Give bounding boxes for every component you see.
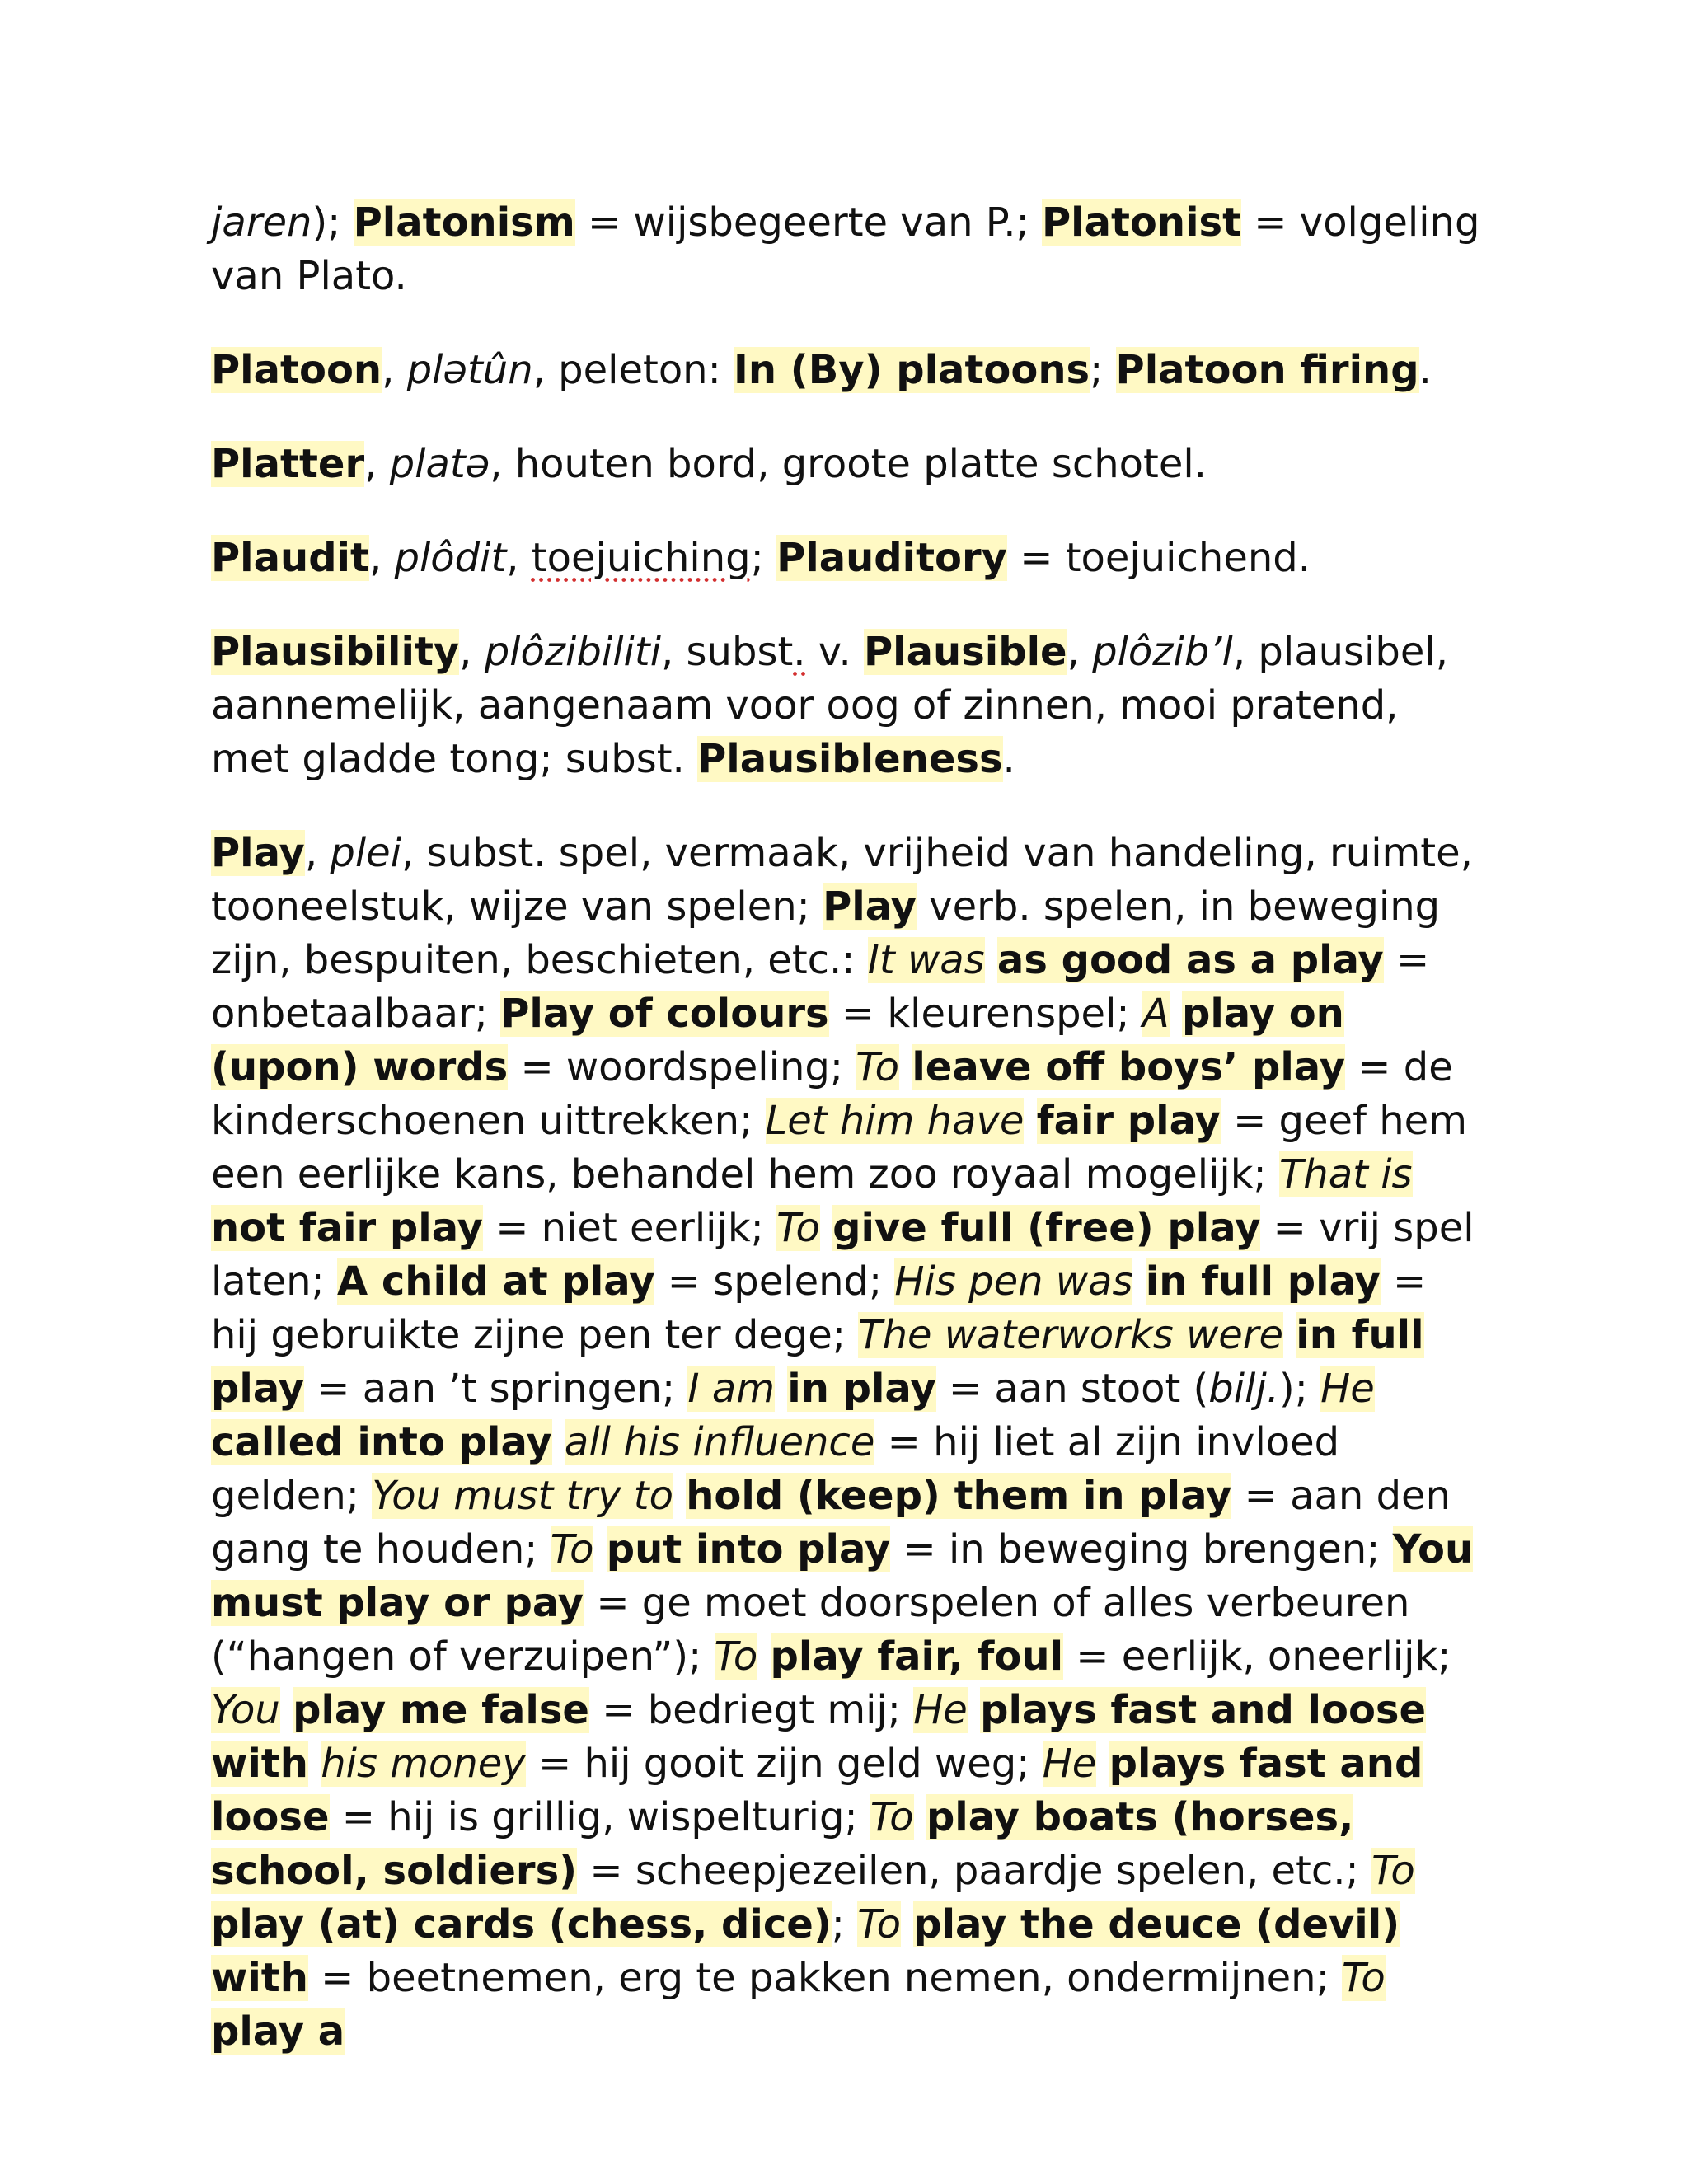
pronunciation-text: bilj. bbox=[1208, 1366, 1279, 1412]
definition-text: = hij gebruikte zijne pen ter dege; bbox=[211, 1258, 1427, 1358]
dictionary-entry-plausibility bbox=[211, 626, 1480, 786]
example-phrase-highlight: The waterworks were bbox=[858, 1312, 1284, 1358]
definition-text: = vrij spel laten; bbox=[211, 1205, 1475, 1305]
definition-text bbox=[914, 1794, 926, 1840]
definition-text: = scheepjezeilen, paardje spelen, etc.; bbox=[577, 1848, 1372, 1894]
document-page bbox=[211, 196, 1480, 2099]
headword-highlight: play the deuce (devil) with bbox=[211, 1901, 1400, 2001]
example-phrase-highlight: his money bbox=[321, 1741, 526, 1787]
spellcheck-flagged-text: . bbox=[793, 629, 806, 675]
definition-text: verb. spelen, in beweging zijn, bespuiten, beschieten, etc.: bbox=[211, 883, 1441, 983]
definition-text: , peleton: bbox=[532, 347, 734, 393]
example-phrase-highlight: To bbox=[1342, 1955, 1386, 2001]
dictionary-entry-plaudit bbox=[211, 532, 1480, 585]
example-phrase-highlight: To bbox=[1371, 1848, 1415, 1894]
headword-highlight: as good as a play bbox=[996, 937, 1384, 983]
headword-highlight: not fair play bbox=[211, 1205, 483, 1251]
definition-text: , subst. spel, vermaak, vrijheid van handeling, ruimte, tooneelstuk, wijze van spelen; bbox=[211, 830, 1473, 930]
definition-text bbox=[1096, 1741, 1109, 1787]
definition-text: = geef hem een eerlijke kans, behandel hem zoo royaal mogelijk; bbox=[211, 1098, 1467, 1197]
headword-highlight: called into play bbox=[211, 1419, 552, 1465]
headword-highlight: play on (upon) words bbox=[211, 991, 1344, 1090]
definition-text: = ge moet doorspelen of alles verbeuren (“hangen of verzuipen”); bbox=[211, 1580, 1410, 1680]
spellcheck-flagged-text: toejuiching bbox=[531, 535, 751, 581]
definition-text: = aan ’t springen; bbox=[304, 1366, 688, 1412]
headword-highlight: Play bbox=[211, 830, 305, 876]
example-phrase-highlight: His pen was bbox=[894, 1258, 1133, 1305]
definition-text: , bbox=[304, 830, 331, 876]
headword-highlight: Platoon bbox=[211, 347, 382, 393]
definition-text bbox=[985, 937, 997, 983]
definition-text: = hij is grillig, wispelturig; bbox=[329, 1794, 870, 1840]
definition-text: , bbox=[382, 347, 407, 393]
headword-highlight: Plausibleness bbox=[697, 736, 1003, 782]
definition-text: , subst bbox=[661, 629, 794, 675]
definition-text: , bbox=[364, 441, 390, 487]
definition-text: v. bbox=[805, 629, 864, 675]
definition-text: ); bbox=[312, 199, 354, 246]
headword-highlight: Platonist bbox=[1041, 199, 1242, 246]
definition-text: , bbox=[506, 535, 532, 581]
headword-highlight: play me false bbox=[293, 1687, 589, 1733]
headword-highlight: Platoon firing bbox=[1115, 347, 1419, 393]
example-phrase-highlight: That is bbox=[1278, 1151, 1413, 1197]
definition-text: ; bbox=[1090, 347, 1116, 393]
example-phrase-highlight: To bbox=[870, 1794, 914, 1840]
example-phrase-highlight: He bbox=[1042, 1741, 1097, 1787]
headword-highlight: Platter bbox=[211, 441, 365, 487]
definition-text: = onbetaalbaar; bbox=[211, 937, 1430, 1037]
example-phrase-highlight: A bbox=[1142, 991, 1170, 1037]
definition-text bbox=[1132, 1258, 1145, 1305]
definition-text bbox=[1170, 991, 1182, 1037]
example-phrase-highlight: To bbox=[714, 1633, 758, 1680]
pronunciation-text: jaren bbox=[211, 199, 312, 246]
definition-text bbox=[673, 1473, 686, 1519]
dictionary-entry-play bbox=[211, 827, 1480, 2059]
pronunciation-text: plôzib’l bbox=[1092, 629, 1233, 675]
pronunciation-text: plôzibiliti bbox=[484, 629, 662, 675]
definition-text: = woordspeling; bbox=[508, 1044, 856, 1090]
definition-text: = aan den gang te houden; bbox=[211, 1473, 1451, 1572]
definition-text: = in beweging brengen; bbox=[890, 1526, 1393, 1572]
definition-text: = kleurenspel; bbox=[828, 991, 1142, 1037]
definition-text: = beetnemen, erg te pakken nemen, ondermijnen; bbox=[307, 1955, 1343, 2001]
example-phrase-highlight: He bbox=[1320, 1366, 1375, 1412]
headword-highlight: Plausibility bbox=[211, 629, 460, 675]
example-phrase-highlight: all his influence bbox=[564, 1419, 875, 1465]
definition-text: = wijsbegeerte van P.; bbox=[574, 199, 1042, 246]
definition-text: = eerlijk, oneerlijk; bbox=[1063, 1633, 1451, 1680]
definition-text: , houten bord, groote platte schotel. bbox=[490, 441, 1207, 487]
definition-text: . bbox=[1418, 347, 1432, 393]
headword-highlight: In (By) platoons bbox=[734, 347, 1090, 393]
example-phrase-highlight: To bbox=[857, 1901, 901, 1947]
example-phrase-highlight: To bbox=[550, 1526, 594, 1572]
definition-text: = hij liet al zijn invloed gelden; bbox=[211, 1419, 1340, 1519]
definition-text bbox=[1283, 1312, 1296, 1358]
headword-highlight: in full play bbox=[211, 1312, 1424, 1412]
headword-highlight: Play of colours bbox=[500, 991, 829, 1037]
definition-text: = volgeling van Plato. bbox=[211, 199, 1480, 299]
headword-highlight: in full play bbox=[1145, 1258, 1381, 1305]
dictionary-entry-platter bbox=[211, 438, 1480, 491]
definition-text bbox=[593, 1526, 606, 1572]
definition-text: , bbox=[1067, 629, 1093, 675]
definition-text: = hij gooit zijn geld weg; bbox=[525, 1741, 1043, 1787]
example-phrase-highlight: To bbox=[776, 1205, 820, 1251]
example-phrase-highlight: I am bbox=[687, 1366, 776, 1412]
definition-text: = de kinderschoenen uittrekken; bbox=[211, 1044, 1453, 1144]
definition-text: ); bbox=[1278, 1366, 1321, 1412]
headword-highlight: leave off boys’ play bbox=[912, 1044, 1345, 1090]
definition-text: ; bbox=[750, 535, 777, 581]
definition-text: , plausibel, aannemelijk, aangenaam voor oog of zinnen, mooi pratend, met gladde tong; subst. bbox=[211, 629, 1448, 782]
example-phrase-highlight: To bbox=[856, 1044, 900, 1090]
headword-highlight: in play bbox=[787, 1366, 936, 1412]
definition-text bbox=[775, 1366, 787, 1412]
pronunciation-text: plətûn bbox=[406, 347, 533, 393]
definition-text bbox=[308, 1741, 321, 1787]
definition-text: . bbox=[1002, 736, 1015, 782]
headword-highlight: give full (free) play bbox=[832, 1205, 1261, 1251]
headword-highlight: Plaudit bbox=[211, 535, 369, 581]
dictionary-entry-platonism bbox=[211, 196, 1480, 303]
definition-text bbox=[820, 1205, 832, 1251]
headword-highlight: play fair, foul bbox=[770, 1633, 1064, 1680]
definition-text: = toejuichend. bbox=[1006, 535, 1311, 581]
headword-highlight: fair play bbox=[1036, 1098, 1221, 1144]
definition-text bbox=[280, 1687, 293, 1733]
definition-text bbox=[552, 1419, 565, 1465]
headword-highlight: play (at) cards (chess, dice) bbox=[211, 1901, 832, 1947]
headword-highlight: plays fast and loose with bbox=[211, 1687, 1427, 1787]
definition-text bbox=[901, 1901, 913, 1947]
dictionary-entry-platoon bbox=[211, 344, 1480, 397]
definition-text: = spelend; bbox=[654, 1258, 895, 1305]
definition-text bbox=[968, 1687, 980, 1733]
definition-text: , bbox=[459, 629, 485, 675]
definition-text: , bbox=[368, 535, 395, 581]
definition-text: = aan stoot ( bbox=[935, 1366, 1209, 1412]
headword-highlight: hold (keep) them in play bbox=[686, 1473, 1232, 1519]
definition-text: = bedriegt mij; bbox=[588, 1687, 914, 1733]
definition-text bbox=[757, 1633, 770, 1680]
example-phrase-highlight: He bbox=[913, 1687, 968, 1733]
headword-highlight: A child at play bbox=[336, 1258, 655, 1305]
example-phrase-highlight: You must try to bbox=[372, 1473, 673, 1519]
headword-highlight: Platonism bbox=[353, 199, 575, 246]
pronunciation-text: platə bbox=[389, 441, 490, 487]
definition-text: = niet eerlijk; bbox=[482, 1205, 777, 1251]
headword-highlight: play boats (horses, school, soldiers) bbox=[211, 1794, 1354, 1894]
pronunciation-text: plôdit bbox=[394, 535, 507, 581]
definition-text bbox=[1024, 1098, 1036, 1144]
example-phrase-highlight: You bbox=[211, 1687, 280, 1733]
headword-highlight: Plausible bbox=[864, 629, 1067, 675]
example-phrase-highlight: It was bbox=[867, 937, 985, 983]
example-phrase-highlight: Let him have bbox=[765, 1098, 1025, 1144]
headword-highlight: Plauditory bbox=[776, 535, 1007, 581]
headword-highlight: plays fast and loose bbox=[211, 1741, 1423, 1840]
headword-highlight: Play bbox=[823, 883, 917, 930]
definition-text bbox=[899, 1044, 912, 1090]
headword-highlight: play a bbox=[211, 2008, 345, 2055]
headword-highlight: put into play bbox=[606, 1526, 891, 1572]
pronunciation-text: plei bbox=[330, 830, 402, 876]
headword-highlight: You must play or pay bbox=[211, 1526, 1474, 1626]
definition-text: ; bbox=[831, 1901, 858, 1947]
